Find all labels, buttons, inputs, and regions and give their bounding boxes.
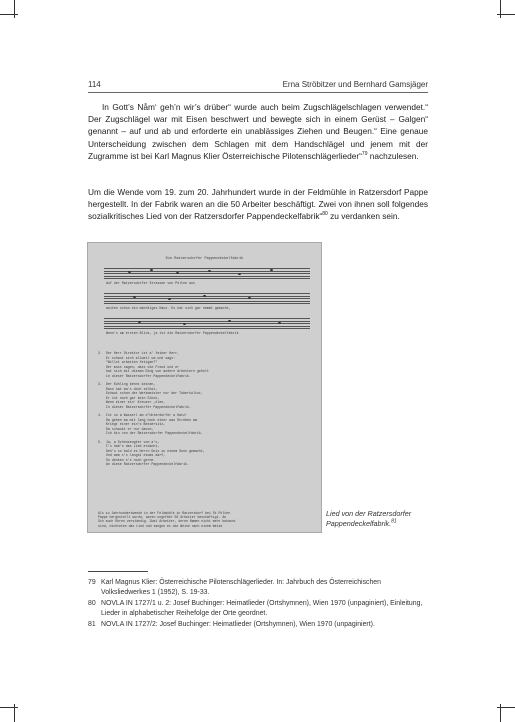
song-verse: 5. Ja, a Schönzeugter von a's, I's hab's das Lied erdacht, Geh's so bald es Herrn Gnis zu einem Sonn gemacht, Und wem s's langst etwas darf, So denken s's noch gerne An diese Ratzersdorfer Pappendeckelfabrik. xyxy=(98,439,205,466)
crop-mark xyxy=(500,0,501,18)
score-lyric: Auf der Ratzersdorfer Strassen von Pölten aus xyxy=(106,281,196,285)
footnote-ref[interactable]: 80 xyxy=(322,211,328,218)
music-staff xyxy=(104,318,310,331)
footnote-ref[interactable]: 81 xyxy=(391,518,397,525)
score-title: Die Ratzersdorfer Pappendeckelfabrik xyxy=(165,257,244,261)
song-verses xyxy=(98,351,313,471)
scan-footnote: Als zu Jahrhundertwende in der Feldmühle in Ratzersdorf bei St.Pölten Pappe hergestellt wurde, waren ungefähr 50 Arbeiter beschäftigt. An Sch auch Ohren verständig. Zwei Arbeiter, deren Namen nicht mehr bekannt sind, dichteten das Lied und sangen es die Weise nach einem Weise xyxy=(98,510,236,528)
crop-mark xyxy=(14,0,15,18)
song-verse: 4. Ist so a Wasserl am d'Unterdorfer a Hatz! Da gehen ma mit lang hoch einer was Streben am Kriegt einer ein's Bessersitz, Da schaukt er nur davon, Ich bin von der Ratzersdorfer Pappendeckelfabrik. xyxy=(98,413,203,435)
footnote: 79 Karl Magnus Klier: Österreichische Pilotenschlägerlieder. In: Jahrbuch des Österreichischen Volksliedwerkes 1 (1952), S. 19-33. xyxy=(88,579,381,596)
crop-mark xyxy=(497,707,515,708)
footnote-rule xyxy=(88,571,148,572)
running-header xyxy=(88,80,428,92)
music-staff xyxy=(104,268,310,281)
body-paragraph: In Gott’s Nåm‘ geh’n wir’s drüber“ wurde auch beim Zugschlägelschlagen verwendet.“ Der Zugschlägel war mit Eisen beschwert und bewegte sich in einem Gerüst – Galgen“ genannt – auf und ab und erforderte ein unablässiges Ziehen und Beugen.“ Eine genaue Unterscheidung zwischen dem Schlagen mit dem Handschlägel und jenem mit der Zugramme ist bei Karl Magnus Klier Österreichische Pilotenschlägerlieder“$^{79}$ nachzulesen. xyxy=(88,102,428,161)
score-lyric: weiten schon ein mächtiges Haus. Es hat sich gar nemmt gemacht, xyxy=(106,306,231,310)
footnote-number: 80 xyxy=(88,600,96,607)
body-paragraph: Um die Wende vom 19. zum 20. Jahrhundert wurde in der Feldmühle in Ratzersdorf Pappe hergestellt. In der Fabrik waren an die 50 Arbeiter beschäftigt. Zwei von ihnen soll folgendes sozialkritisches Lied von der Ratzersdorfer Pappendeckelfabrik“$^{80}$ zu verdanken sein. xyxy=(88,187,428,222)
crop-mark xyxy=(497,14,515,15)
footnote-number: 81 xyxy=(88,621,96,628)
figure-caption: Lied von der Ratzersdorfer Pappendeckelfabrik.$^{81}$ xyxy=(326,509,412,528)
song-verse: 3. Der Kühling kennt keinen, Dass hat ma's doch selbst, Schaut schon der Werkmeister vor der Tuberkultur, Er ist noch gar kein Glück, Wenn einer ein' Kreuzer ,ölen, In dieser Ratzersdorfer Pappendeckelfabrik. xyxy=(98,382,203,409)
footnote: 81 NOVLA IN 1727/2: Josef Buchinger: Heimatlieder (Ortshymnen), Wien 1970 (unpaginiert). xyxy=(88,621,375,628)
song-verse: 2. Der Herr Direktor ist a' feiner Herr, Er schaut sich allweil um und sagt: "Willst arbeiten fetigen?" Der muss sagen, dass die Freud und er hat sich mit diesem Ding von andern Arbeitern geholt in dieser Ratzersdorfer Pappendeckelfabrik. xyxy=(98,351,209,378)
score-lyric: Wenn's am ersten Blick, ja ist die Ratzersdorfer Pappendeckelfabrik xyxy=(106,331,239,335)
footnotes xyxy=(88,578,428,631)
crop-mark xyxy=(0,707,18,708)
song-sheet-scan xyxy=(87,242,322,533)
footnote: 80 NOVLA IN 1727/1 u. 2: Josef Buchinger: Heimatlieder (Ortshymnen), Wien 1970 (unpaginiert), Einleitung, Lieder in alphabetischer Reihefolge der Orte geordnet. xyxy=(88,600,423,617)
header-rule xyxy=(88,92,428,93)
music-staff xyxy=(104,293,310,306)
page-number: 114 xyxy=(88,80,101,89)
footnote-ref[interactable]: 79 xyxy=(361,151,368,158)
crop-mark xyxy=(0,14,18,15)
running-header-authors: Erna Ströbitzer und Bernhard Gamsjäger xyxy=(282,80,428,89)
footnote-number: 79 xyxy=(88,579,96,586)
